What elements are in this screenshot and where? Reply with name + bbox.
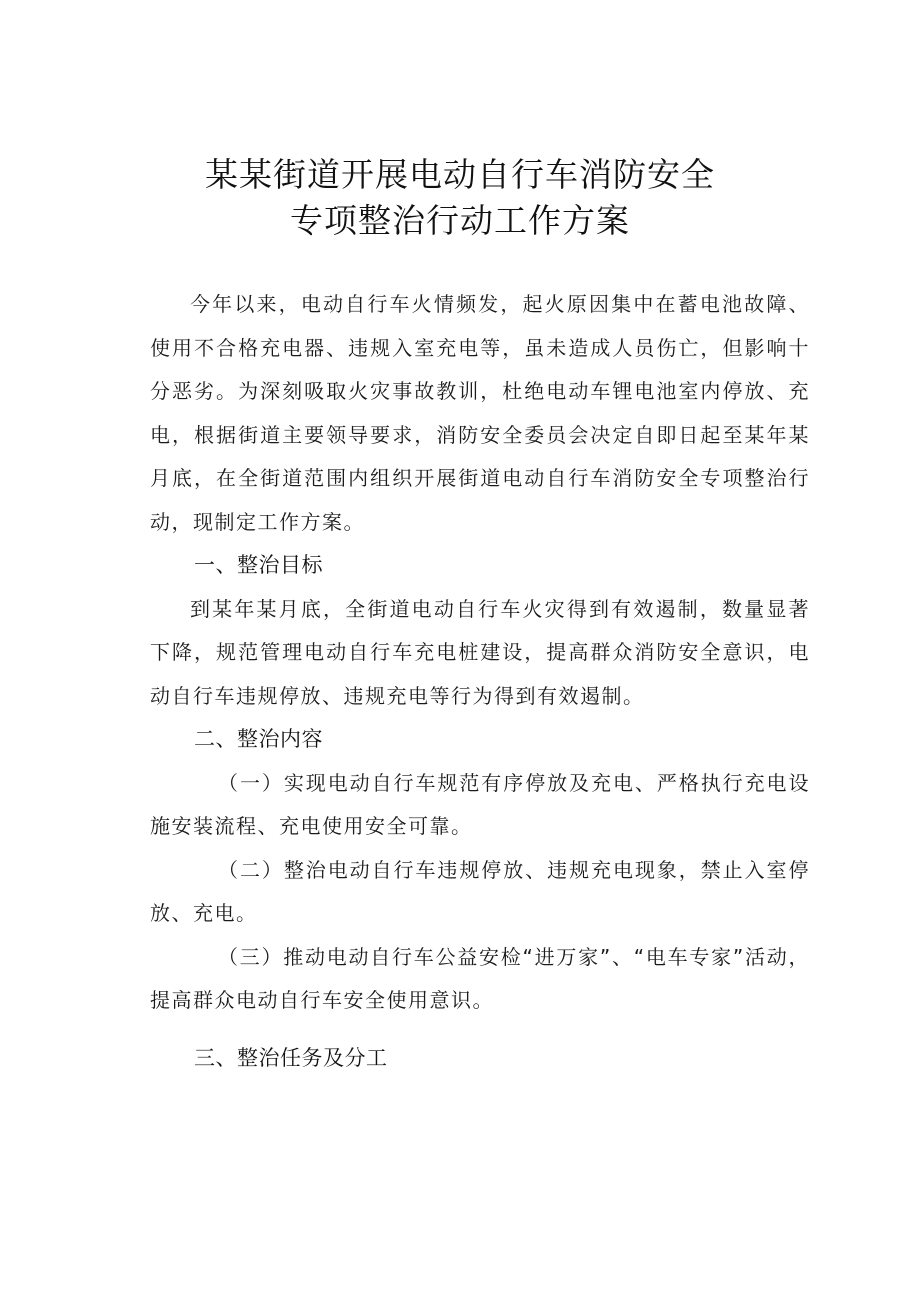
- section-2-heading: 二、整治内容: [194, 727, 323, 751]
- section-2-item-1: （一）实现电动自行车规范有序停放及充电、严格执行充电设施安装流程、充电使用安全可靠。: [150, 770, 810, 838]
- document-title: [0, 152, 920, 244]
- section-3-heading: 三、整治任务及分工: [194, 1045, 388, 1070]
- intro-paragraph: 今年以来，电动自行车火情频发，起火原因集中在蓄电池故障、使用不合格充电器、违规入室充电等，虽未造成人员伤亡，但影响十分恶劣。为深刻吸取火灾事故教训，杜绝电动车锂电池室内停放、充电，根据街道主要领导要求，消防安全委员会决定自即日起至某年某月底，在全街道范围内组织开展街道电动自行车消防安全专项整治行动，现制定工作方案。: [150, 292, 810, 534]
- title-line-1: 某某街道开展电动自行车消防安全: [205, 155, 715, 194]
- section-2-item-3: （三）推动电动自行车公益安检“进万家”、“电车专家”活动，提高群众电动自行车安全使用意识。: [150, 944, 810, 1012]
- section-1-paragraph: 到某年某月底，全街道电动自行车火灾得到有效遏制，数量显著下降，规范管理电动自行车充电桩建设，提高群众消防安全意识，电动自行车违规停放、违规充电等行为得到有效遏制。: [150, 596, 810, 708]
- document-body: [150, 283, 810, 1080]
- title-line-2: 专项整治行动工作方案: [290, 201, 630, 240]
- section-1-heading: 一、整治目标: [194, 553, 323, 577]
- section-2-item-2: （二）整治电动自行车违规停放、违规充电现象，禁止入室停放、充电。: [150, 857, 810, 925]
